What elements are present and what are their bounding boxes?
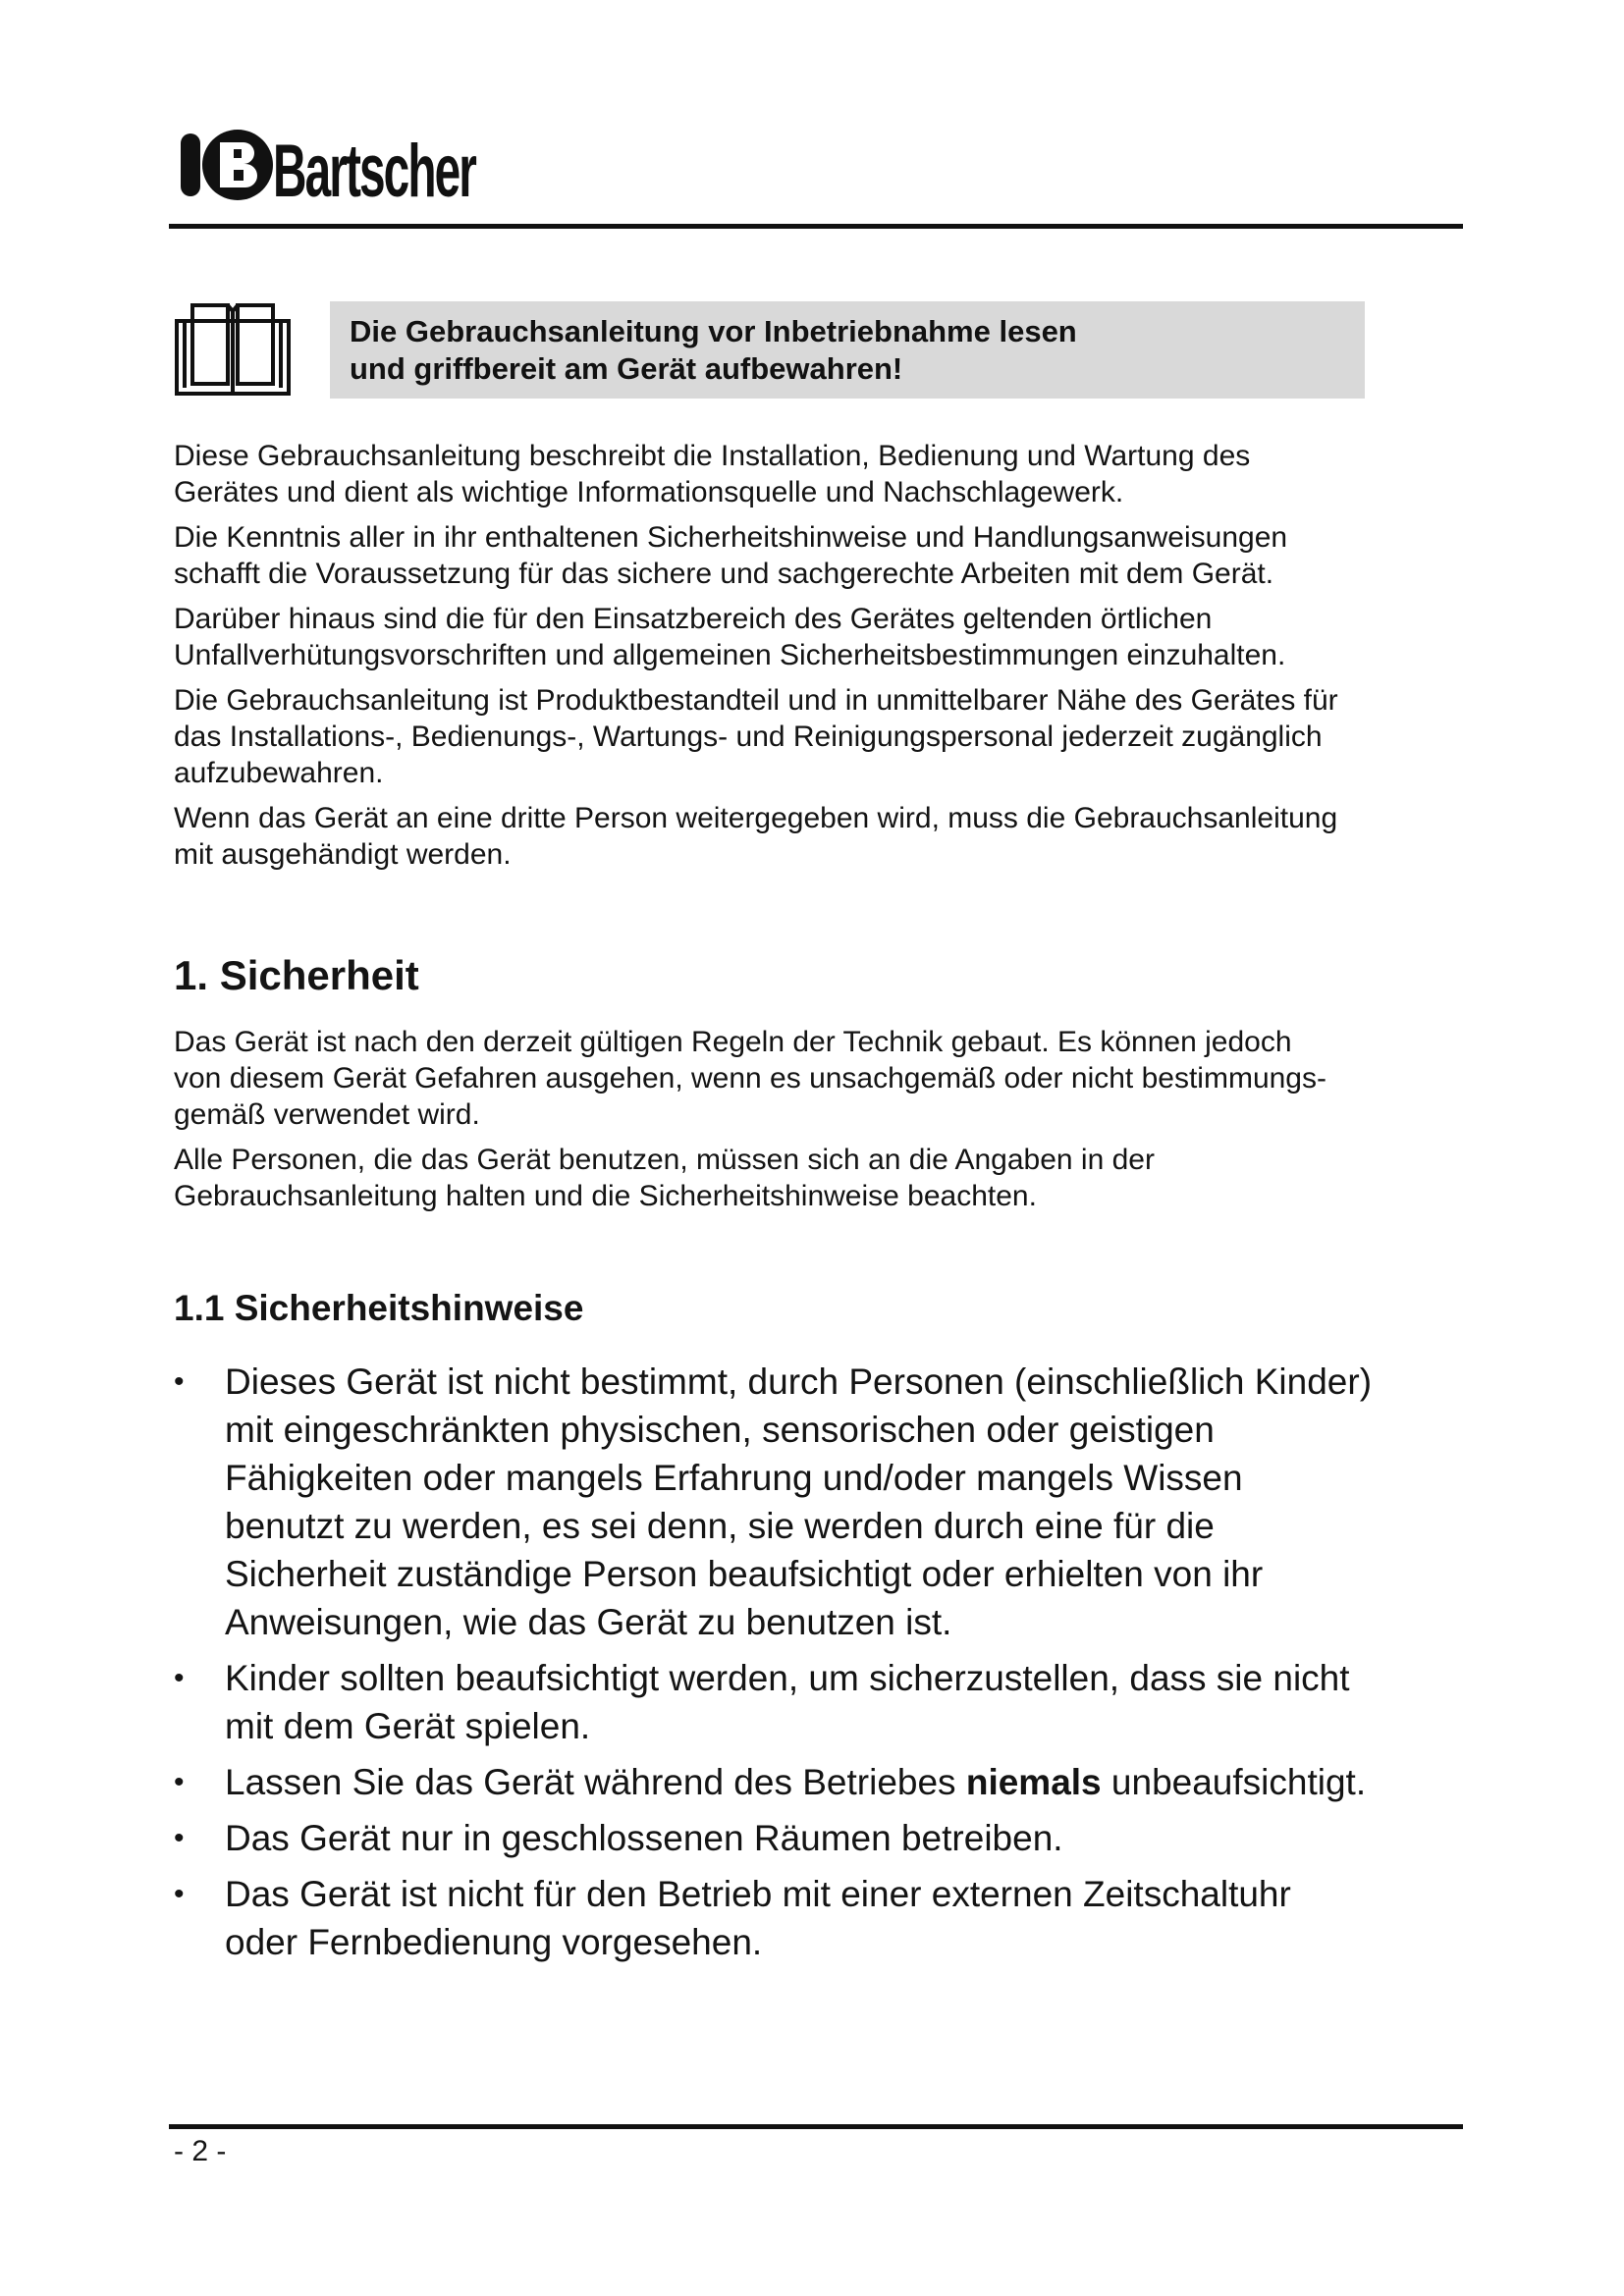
intro-paragraph <box>174 682 1489 791</box>
intro-paragraph <box>174 601 1489 673</box>
text-line: Gebrauchsanleitung halten und die Sicherheitshinweise beachten. <box>174 1180 1037 1212</box>
text-line: gemäß verwendet wird. <box>174 1098 480 1131</box>
list-item <box>174 1358 1489 1646</box>
text-line: aufzubewahren. <box>174 757 384 789</box>
header-divider <box>169 224 1463 229</box>
text-line: Sicherheit zuständige Person beaufsichtigt oder erhielten von ihr <box>225 1554 1264 1594</box>
text-line: Dieses Gerät ist nicht bestimmt, durch Personen (einschließlich Kinder) <box>225 1362 1373 1402</box>
text-line: schafft die Voraussetzung für das sichere und sachgerechte Arbeiten mit dem Gerät. <box>174 558 1274 590</box>
text-line: Das Gerät ist nicht für den Betrieb mit einer externen Zeitschaltuhr <box>225 1874 1291 1914</box>
text-line: das Installations-, Bedienungs-, Wartungs- und Reinigungspersonal jederzeit zugänglich <box>174 721 1323 753</box>
bullet-icon: • <box>174 1822 185 1854</box>
safety-notes-list <box>174 1358 1489 1966</box>
intro-paragraph <box>174 519 1489 592</box>
bullet-icon: • <box>174 1766 185 1798</box>
text-line: mit ausgehändigt werden. <box>174 838 512 871</box>
text-line: Das Gerät nur in geschlossenen Räumen betreiben. <box>225 1818 1063 1858</box>
page-number: - 2 - <box>174 2135 227 2167</box>
notice-line-2: und griffbereit am Gerät aufbewahren! <box>350 351 903 386</box>
logo-wordmark: Bartscher <box>273 130 477 213</box>
bullet-icon: • <box>174 1662 185 1694</box>
bullet-icon: • <box>174 1365 185 1398</box>
text-line: von diesem Gerät Gefahren ausgehen, wenn es unsachgemäß oder nicht bestimmungs- <box>174 1062 1326 1095</box>
text-line: Das Gerät ist nach den derzeit gültigen Regeln der Technik gebaut. Es können jedoch <box>174 1026 1292 1058</box>
text-line: mit dem Gerät spielen. <box>225 1706 591 1746</box>
text-line: Gerätes und dient als wichtige Informationsquelle und Nachschlagewerk. <box>174 476 1124 508</box>
bullet-icon: • <box>174 1878 185 1910</box>
intro-paragraph <box>174 438 1489 510</box>
text-line: Diese Gebrauchsanleitung beschreibt die Installation, Bedienung und Wartung des <box>174 440 1251 472</box>
notice-box <box>330 301 1365 399</box>
text-line: Anweisungen, wie das Gerät zu benutzen ist. <box>225 1602 952 1642</box>
list-item <box>174 1654 1489 1750</box>
text-line: Wenn das Gerät an eine dritte Person weitergegeben wird, muss die Gebrauchsanleitung <box>174 802 1338 834</box>
bartscher-logo <box>177 116 481 214</box>
text-line: Kinder sollten beaufsichtigt werden, um sicherzustellen, dass sie nicht <box>225 1658 1350 1698</box>
notice-line-1: Die Gebrauchsanleitung vor Inbetriebnahme lesen <box>350 314 1077 348</box>
section-paragraph <box>174 1142 1489 1214</box>
section-heading-sicherheitshinweise: 1.1 Sicherheitshinweise <box>174 1288 584 1328</box>
text-line: Die Kenntnis aller in ihr enthaltenen Sicherheitshinweise und Handlungsanweisungen <box>174 521 1288 554</box>
text-segment: unbeaufsichtigt. <box>1101 1762 1367 1802</box>
open-book-icon <box>173 301 293 398</box>
section-paragraph <box>174 1024 1489 1133</box>
list-item <box>174 1758 1489 1806</box>
text-line: Unfallverhütungsvorschriften und allgemeinen Sicherheitsbestimmungen einzuhalten. <box>174 639 1286 671</box>
text-line: Fähigkeiten oder mangels Erfahrung und/oder mangels Wissen <box>225 1458 1243 1498</box>
document-body <box>174 438 1489 1974</box>
emphasis-text: niemals <box>965 1762 1102 1802</box>
footer-divider <box>169 2124 1463 2129</box>
text-line: Darüber hinaus sind die für den Einsatzbereich des Gerätes geltenden örtlichen <box>174 603 1213 635</box>
text-line: mit eingeschränkten physischen, sensorischen oder geistigen <box>225 1410 1215 1450</box>
text-line: oder Fernbedienung vorgesehen. <box>225 1922 763 1962</box>
intro-paragraph <box>174 800 1489 873</box>
text-line: Die Gebrauchsanleitung ist Produktbestandteil und in unmittelbarer Nähe des Gerätes für <box>174 684 1338 717</box>
text-line: benutzt zu werden, es sei denn, sie werden durch eine für die <box>225 1506 1215 1546</box>
text-line <box>225 1758 1489 1806</box>
list-item <box>174 1814 1489 1862</box>
list-item <box>174 1870 1489 1966</box>
text-line: Alle Personen, die das Gerät benutzen, müssen sich an die Angaben in der <box>174 1144 1155 1176</box>
section-heading-sicherheit: 1. Sicherheit <box>174 952 419 998</box>
text-segment: Lassen Sie das Gerät während des Betriebes <box>225 1762 966 1802</box>
